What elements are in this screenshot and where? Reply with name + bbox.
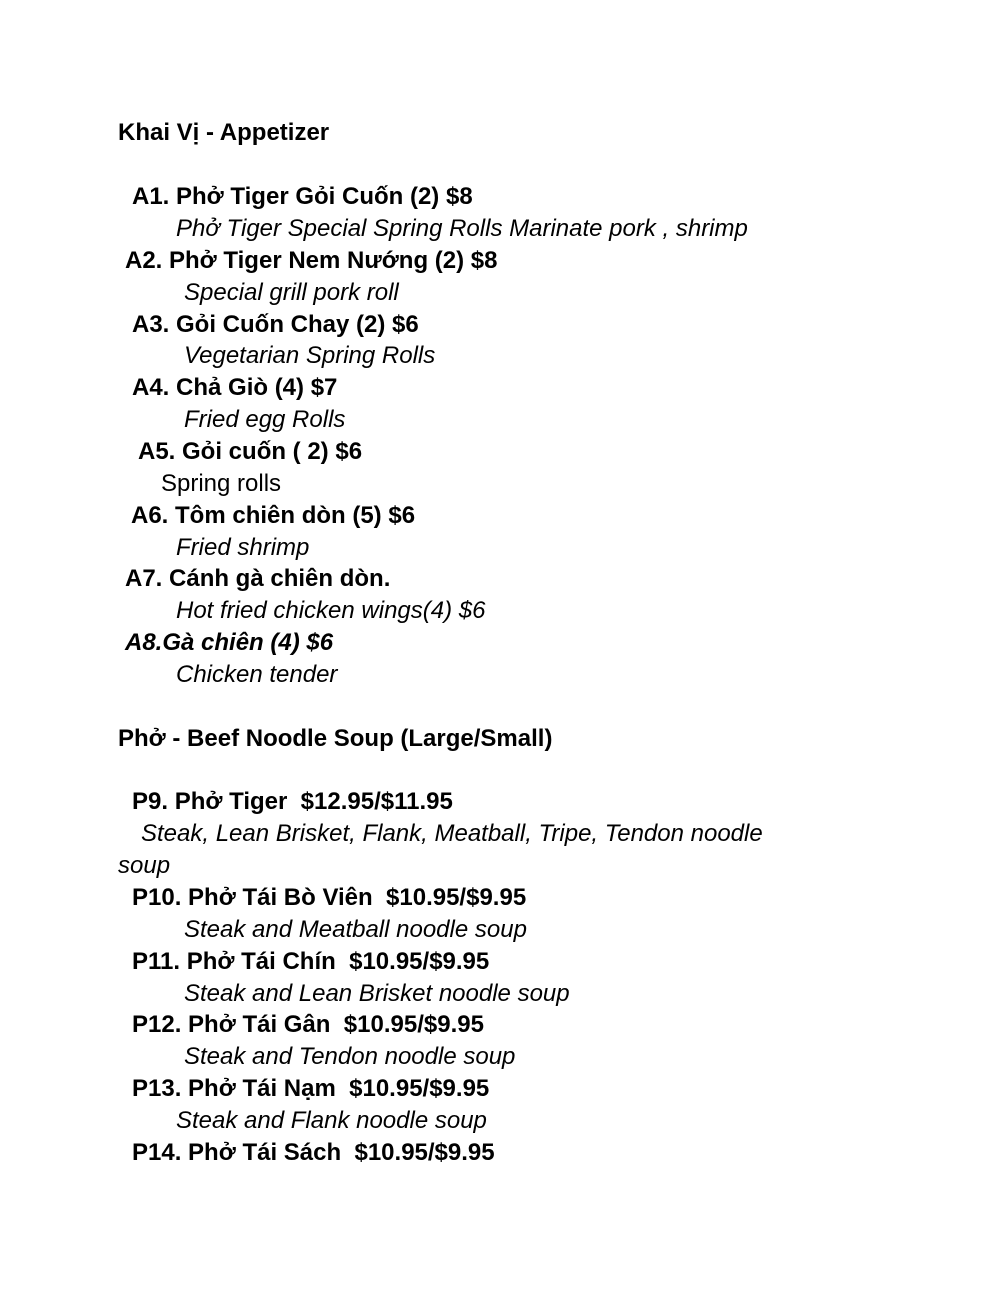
menu-item-title-p14: P14. Phở Tái Sách $10.95/$9.95: [132, 1139, 495, 1166]
menu-item-desc-p12: Steak and Tendon noodle soup: [184, 1043, 516, 1070]
menu-item-desc-a6: Fried shrimp: [176, 534, 310, 561]
menu-item-title-a8: A8.Gà chiên (4) $6: [125, 629, 334, 656]
menu-item-desc-a1: Phở Tiger Special Spring Rolls Marinate pork , shrimp: [176, 215, 748, 242]
menu-item-title-a7: A7. Cánh gà chiên dòn.: [125, 565, 391, 592]
menu-item-desc-a7: Hot fried chicken wings(4) $6: [176, 597, 486, 624]
menu-item-title-p11: P11. Phở Tái Chín $10.95/$9.95: [132, 948, 490, 975]
menu-item-desc-p9-cont: soup: [118, 852, 171, 879]
appetizer-heading: Khai Vị - Appetizer: [118, 119, 330, 146]
menu-item-desc-a5: Spring rolls: [161, 470, 282, 497]
menu-item-title-p13: P13. Phở Tái Nạm $10.95/$9.95: [132, 1075, 490, 1102]
menu-item-title-a3: A3. Gỏi Cuốn Chay (2) $6: [132, 311, 419, 338]
menu-item-title-p12: P12. Phở Tái Gân $10.95/$9.95: [132, 1011, 484, 1038]
menu-item-title-a6: A6. Tôm chiên dòn (5) $6: [131, 502, 416, 529]
menu-item-title-p9: P9. Phở Tiger $12.95/$11.95: [132, 788, 453, 815]
menu-item-desc-p9: Steak, Lean Brisket, Flank, Meatball, Tripe, Tendon noodle: [141, 820, 763, 847]
menu-item-desc-a8: Chicken tender: [176, 661, 338, 688]
menu-item-title-p10: P10. Phở Tái Bò Viên $10.95/$9.95: [132, 884, 527, 911]
menu-item-desc-a3: Vegetarian Spring Rolls: [184, 342, 436, 369]
menu-item-desc-p13: Steak and Flank noodle soup: [176, 1107, 487, 1134]
menu-item-title-a2: A2. Phở Tiger Nem Nướng (2) $8: [125, 247, 498, 274]
menu-item-desc-a2: Special grill pork roll: [184, 279, 399, 306]
menu-item-title-a1: A1. Phở Tiger Gỏi Cuốn (2) $8: [132, 183, 473, 210]
menu-item-desc-p11: Steak and Lean Brisket noodle soup: [184, 980, 570, 1007]
menu-item-desc-a4: Fried egg Rolls: [184, 406, 346, 433]
pho-heading: Phở - Beef Noodle Soup (Large/Small): [118, 725, 553, 752]
menu-item-title-a4: A4. Chả Giò (4) $7: [132, 374, 338, 401]
menu-item-desc-p10: Steak and Meatball noodle soup: [184, 916, 527, 943]
menu-item-title-a5: A5. Gỏi cuốn ( 2) $6: [138, 438, 363, 465]
